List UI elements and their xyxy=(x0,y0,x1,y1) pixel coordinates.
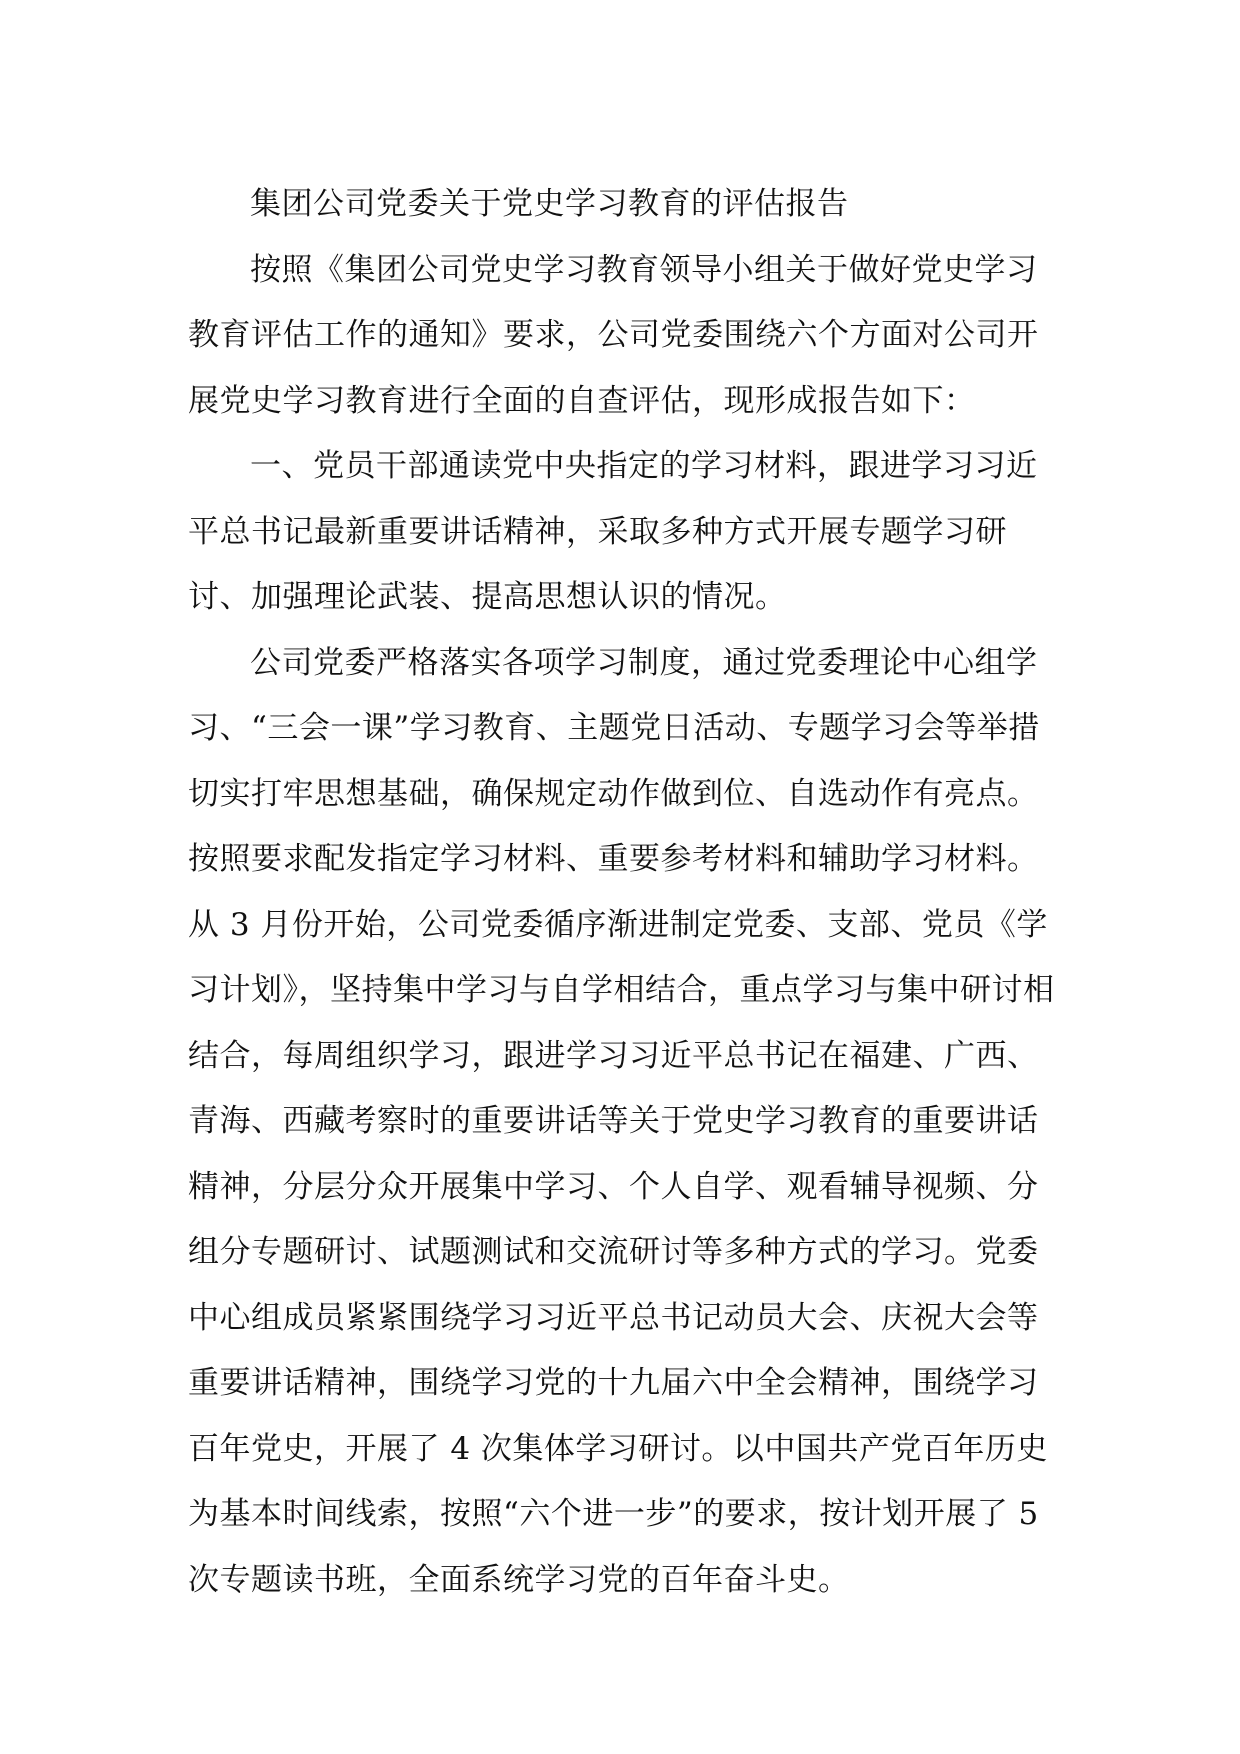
document-title: 集团公司党委关于党史学习教育的评估报告 xyxy=(250,186,849,222)
body-paragraph-1: 公司党委严格落实各项学习制度，通过党委理论中心组学习、“三会一课”学习教育、主题党日活动、专题学习会等举措切实打牢思想基础，确保规定动作做到位、自选动作有亮点。按照要求配发指定学习材料、重要参考材料和辅助学习材料。 xyxy=(188,644,1040,877)
body-paragraph-2: 从 3 月份开始，公司党委循序渐进制定党委、支部、党员《学习计划》，坚持集中学习与自学相结合，重点学习与集中研讨相结合，每周组织学习，跟进学习习近平总书记在福建、广西、青海、西藏考察时的重要讲话等关于党史学习教育的重要讲话精神，分层分众开展集中学习、个人自学、观看辅导视频、分组分专题研讨、试题测试和交流研讨等多种方式的学习。党委中心组成员紧紧围绕学习习近平总书记动员大会、庆祝大会等重要讲话精神，围绕学习党的十九届六中全会精神，围绕学习百年党史，开展了 4 次集体学习研讨。以中国共产党百年历史为基本时间线索，按照“六个进一步”的要求，按计划开展了 5 次专题读书班，全面系统学习党的百年奋斗史。 xyxy=(188,906,1055,1598)
section-heading-1: 一、党员干部通读党中央指定的学习材料，跟进学习习近平总书记最新重要讲话精神，采取多种方式开展专题学习研讨、加强理论武装、提高思想认识的情况。 xyxy=(188,448,1038,615)
intro-paragraph: 按照《集团公司党史学习教育领导小组关于做好党史学习教育评估工作的通知》要求，公司党委围绕六个方面对公司开展党史学习教育进行全面的自查评估，现形成报告如下： xyxy=(188,251,1039,419)
document-body xyxy=(188,172,1068,1613)
